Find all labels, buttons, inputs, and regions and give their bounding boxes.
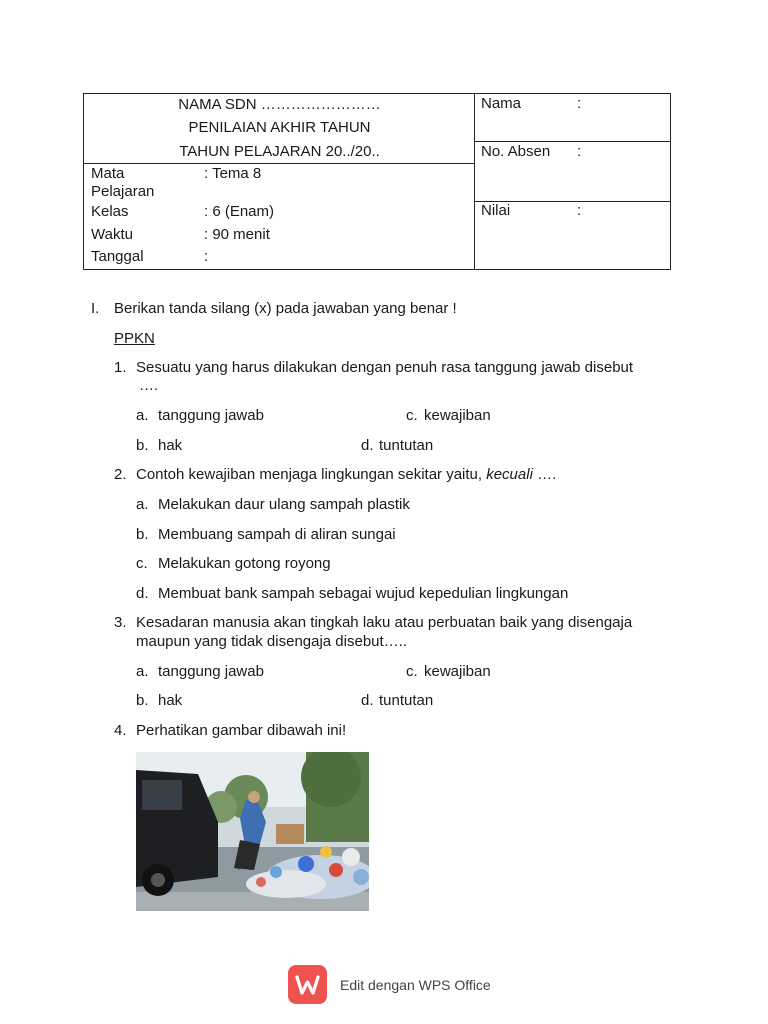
option-letter: b.	[136, 692, 149, 709]
info-label: Tanggal	[91, 248, 144, 265]
option-text: Membuat bank sampah sebagai wujud kepedulian lingkungan	[158, 585, 569, 602]
header-table	[83, 93, 671, 270]
wps-footer[interactable]	[288, 965, 528, 1007]
question-text-emphasis: kecuali	[486, 466, 533, 483]
option-letter: c.	[406, 663, 418, 680]
question-number: 2.	[114, 466, 127, 483]
header-left	[84, 94, 475, 269]
option-letter: b.	[136, 526, 149, 543]
question-text: ….	[139, 377, 159, 394]
question-text-main: Contoh kewajiban menjaga lingkungan sekitar yaitu,	[136, 466, 487, 483]
question-text-end: ….	[532, 466, 557, 483]
info-label: Mata Pelajaran	[91, 165, 155, 200]
section-number: I.	[91, 300, 100, 317]
field-label: No. Absen	[481, 143, 551, 160]
option-text: hak	[158, 437, 183, 454]
option-text: kewajiban	[424, 407, 491, 424]
divider	[475, 141, 670, 142]
option-letter: a.	[136, 407, 149, 424]
option-letter: c.	[406, 407, 418, 424]
field-label: Nama	[481, 95, 522, 112]
field-colon: :	[577, 95, 582, 112]
option-letter: c.	[136, 555, 148, 572]
question-number: 1.	[114, 359, 127, 376]
option-letter: b.	[136, 437, 149, 454]
wps-logo-icon	[288, 965, 327, 1004]
academic-year: TAHUN PELAJARAN 20../20..	[179, 143, 380, 160]
option-letter: d.	[361, 437, 374, 454]
option-letter: d.	[361, 692, 374, 709]
option-letter: a.	[136, 496, 149, 513]
option-text: Melakukan daur ulang sampah plastik	[158, 496, 410, 513]
option-text: Membuang sampah di aliran sungai	[158, 526, 396, 543]
option-letter: d.	[136, 585, 149, 602]
info-value: : Tema 8	[204, 165, 262, 182]
wps-edit-link[interactable]: Edit dengan WPS Office	[340, 977, 491, 993]
info-label: Waktu	[91, 226, 133, 243]
exam-title: PENILAIAN AKHIR TAHUN	[188, 119, 371, 136]
garbage-street-photo	[136, 752, 369, 911]
option-text: tanggung jawab	[158, 407, 264, 424]
photo-illustration	[136, 752, 369, 911]
question-text: Sesuatu yang harus dilakukan dengan penuh rasa tanggung jawab disebut	[136, 359, 634, 376]
field-colon: :	[577, 143, 582, 160]
field-colon: :	[577, 202, 582, 219]
info-value: : 90 menit	[204, 226, 270, 243]
question-number: 4.	[114, 722, 127, 739]
option-text: tuntutan	[379, 437, 434, 454]
wps-w-icon	[288, 965, 327, 1004]
option-text: Melakukan gotong royong	[158, 555, 331, 572]
question-text: Kesadaran manusia akan tingkah laku atau perbuatan baik yang disengaja	[136, 614, 633, 631]
question-text: maupun yang tidak disengaja disebut…..	[136, 633, 408, 650]
field-label: Nilai	[481, 202, 511, 219]
question-text	[136, 466, 556, 484]
option-text: hak	[158, 692, 183, 709]
info-value: :	[204, 248, 209, 265]
info-value: : 6 (Enam)	[204, 203, 275, 220]
info-label: Kelas	[91, 203, 129, 220]
option-letter: a.	[136, 663, 149, 680]
school-name: NAMA SDN ……………………	[178, 96, 381, 113]
question-text: Perhatikan gambar dibawah ini!	[136, 722, 347, 739]
option-text: kewajiban	[424, 663, 491, 680]
question-number: 3.	[114, 614, 127, 631]
student-fields	[475, 94, 670, 269]
subject-heading: PPKN	[114, 330, 155, 347]
section-instruction: Berikan tanda silang (x) pada jawaban yang benar !	[114, 300, 457, 317]
school-title-block	[84, 94, 475, 164]
option-text: tuntutan	[379, 692, 434, 709]
option-text: tanggung jawab	[158, 663, 264, 680]
